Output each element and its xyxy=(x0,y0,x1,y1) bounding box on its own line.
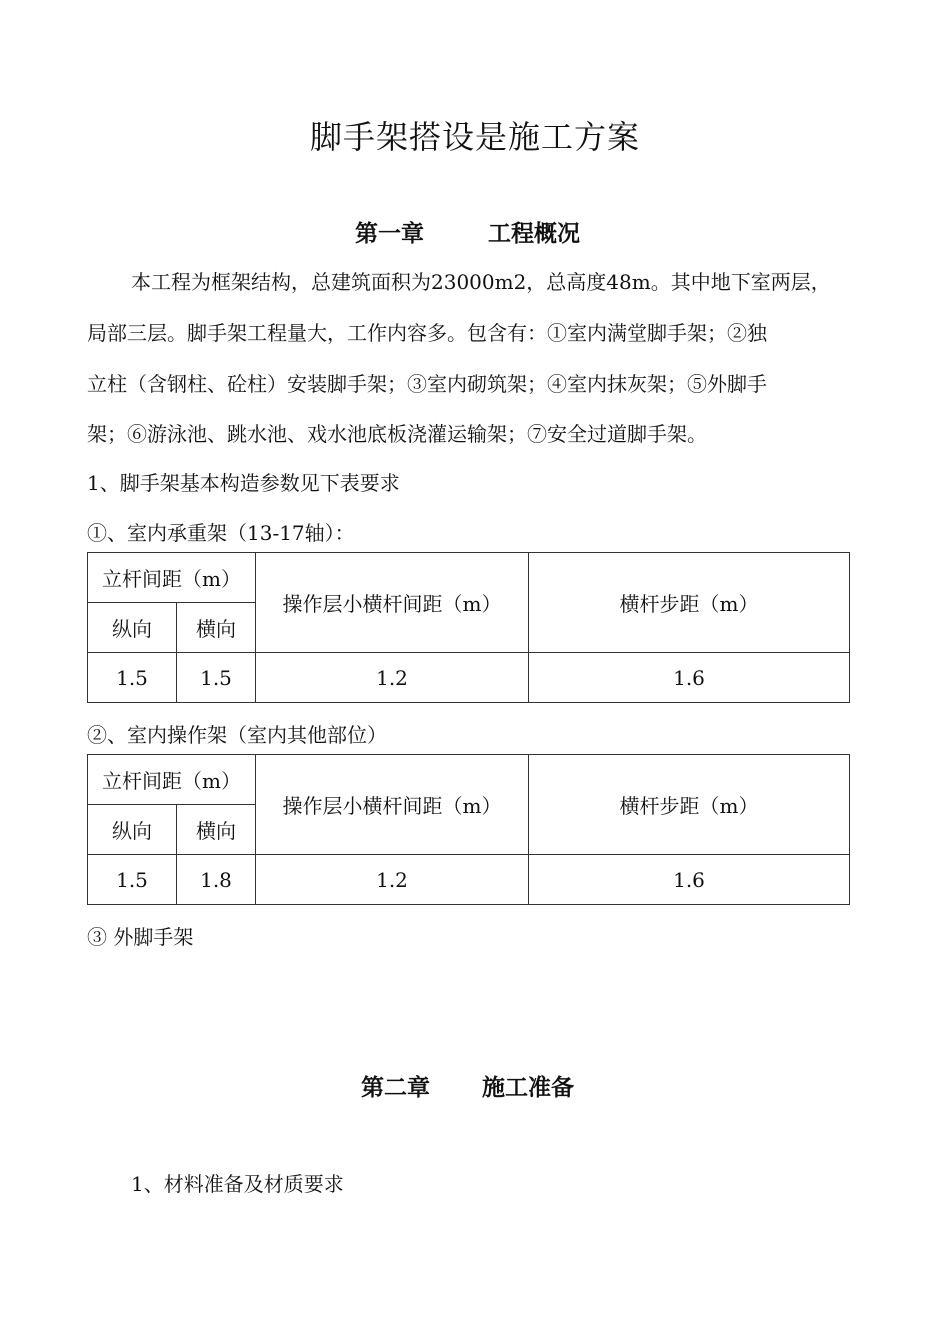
header-small-bar-spacing: 操作层小横杆间距（m） xyxy=(256,755,529,855)
chapter-2-heading xyxy=(361,1069,574,1102)
header-small-bar-spacing: 操作层小横杆间距（m） xyxy=(256,553,529,653)
header-pole-spacing: 立杆间距（m） xyxy=(88,755,256,805)
cell-small-bar: 1.2 xyxy=(256,653,529,703)
chapter-1-name: 工程概况 xyxy=(488,221,580,247)
chapter-1-heading xyxy=(355,215,580,248)
table-1-caption: ①、室内承重架（13-17轴）： xyxy=(87,521,355,545)
section-1-heading: 1、脚手架基本构造参数见下表要求 xyxy=(87,471,400,495)
header-longitudinal: 纵向 xyxy=(88,805,177,855)
item-3-heading: ③ 外脚手架 xyxy=(87,925,194,949)
header-step-distance: 横杆步距（m） xyxy=(529,553,850,653)
header-pole-spacing: 立杆间距（m） xyxy=(88,553,256,603)
cell-small-bar: 1.2 xyxy=(256,855,529,905)
table-2-caption: ②、室内操作架（室内其他部位） xyxy=(87,723,387,747)
chapter-2-label: 第二章 xyxy=(361,1075,430,1101)
cell-transverse: 1.8 xyxy=(177,855,256,905)
section-2-heading: 1、材料准备及材质要求 xyxy=(131,1172,344,1196)
table-row xyxy=(88,653,850,703)
intro-line-1: 本工程为框架结构，总建筑面积为23000m2，总高度48m。其中地下室两层， xyxy=(131,270,831,294)
table-row xyxy=(88,855,850,905)
cell-step: 1.6 xyxy=(529,653,850,703)
parameter-table-1 xyxy=(87,552,850,703)
cell-longitudinal: 1.5 xyxy=(88,855,177,905)
header-step-distance: 横杆步距（m） xyxy=(529,755,850,855)
intro-line-4: 架；⑥游泳池、跳水池、戏水池底板浇灌运输架；⑦安全过道脚手架。 xyxy=(87,422,707,446)
header-longitudinal: 纵向 xyxy=(88,603,177,653)
cell-step: 1.6 xyxy=(529,855,850,905)
chapter-2-name: 施工准备 xyxy=(482,1075,574,1101)
table-header-row xyxy=(88,755,850,805)
parameter-table-2 xyxy=(87,754,850,905)
intro-line-3: 立柱（含钢柱、砼柱）安装脚手架；③室内砌筑架；④室内抹灰架；⑤外脚手 xyxy=(87,372,767,396)
cell-transverse: 1.5 xyxy=(177,653,256,703)
document-title: 脚手架搭设是施工方案 xyxy=(309,118,640,156)
header-transverse: 横向 xyxy=(177,805,256,855)
table-header-row xyxy=(88,553,850,603)
header-transverse: 横向 xyxy=(177,603,256,653)
chapter-1-label: 第一章 xyxy=(355,221,424,247)
cell-longitudinal: 1.5 xyxy=(88,653,177,703)
intro-line-2: 局部三层。脚手架工程量大，工作内容多。包含有：①室内满堂脚手架；②独 xyxy=(87,321,767,345)
